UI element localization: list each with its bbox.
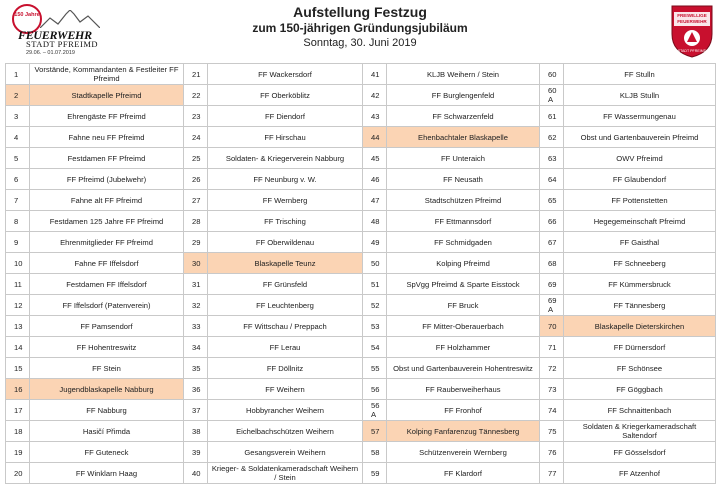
position-number: 59 [363, 463, 387, 484]
position-number: 35 [184, 358, 208, 379]
group-name: KLJB Weihern / Stein [387, 64, 540, 85]
position-number: 77 [540, 463, 564, 484]
table-row [6, 232, 716, 253]
group-name: FF Unteraich [387, 148, 540, 169]
group-name: FF Fronhof [387, 400, 540, 421]
group-name: FF Winklarn Haag [30, 463, 184, 484]
group-name: FF Stein [30, 358, 184, 379]
position-number: 60 A [540, 85, 564, 106]
event-date: Sonntag, 30. Juni 2019 [303, 37, 417, 49]
group-name: FF Ettmannsdorf [387, 211, 540, 232]
position-number: 64 [540, 169, 564, 190]
position-number: 33 [184, 316, 208, 337]
group-name: FF Wackersdorf [208, 64, 363, 85]
page-title: Aufstellung Festzug [293, 4, 427, 20]
table-row [6, 442, 716, 463]
position-number: 55 [363, 358, 387, 379]
group-name: Kolping Fanfarenzug Tännesberg [387, 421, 540, 442]
position-number: 68 [540, 253, 564, 274]
group-name: Eichelbachschützen Weihern [208, 421, 363, 442]
position-number: 74 [540, 400, 564, 421]
group-name: FF Döllnitz [208, 358, 363, 379]
group-name: FF Gaisthal [564, 232, 716, 253]
group-name: Krieger- & Soldatenkameradschaft Weihern / Stein [208, 463, 363, 484]
position-number: 71 [540, 337, 564, 358]
group-name: Ehrengäste FF Pfreimd [30, 106, 184, 127]
position-number: 31 [184, 274, 208, 295]
group-name: FF Pamsendorf [30, 316, 184, 337]
position-number: 60 [540, 64, 564, 85]
group-name: FF Lerau [208, 337, 363, 358]
position-number: 39 [184, 442, 208, 463]
group-name: FF Atzenhof [564, 463, 716, 484]
group-name: FF Holzhammer [387, 337, 540, 358]
group-name: SpVgg Pfreimd & Sparte Eisstock [387, 274, 540, 295]
position-number: 49 [363, 232, 387, 253]
table-row [6, 337, 716, 358]
position-number: 58 [363, 442, 387, 463]
position-number: 5 [6, 148, 30, 169]
group-name: FF Klardorf [387, 463, 540, 484]
group-name: FF Dürnersdorf [564, 337, 716, 358]
position-number: 9 [6, 232, 30, 253]
position-number: 20 [6, 463, 30, 484]
position-number: 29 [184, 232, 208, 253]
position-number: 3 [6, 106, 30, 127]
festival-logo [10, 4, 100, 56]
group-name: FF Rauberweiherhaus [387, 379, 540, 400]
group-name: FF Wernberg [208, 190, 363, 211]
fire-brigade-crest-icon [670, 4, 714, 58]
group-name: FF Leuchtenberg [208, 295, 363, 316]
position-number: 46 [363, 169, 387, 190]
position-number: 47 [363, 190, 387, 211]
position-number: 12 [6, 295, 30, 316]
position-number: 30 [184, 253, 208, 274]
table-row [6, 148, 716, 169]
position-number: 48 [363, 211, 387, 232]
group-name: KLJB Stulln [564, 85, 716, 106]
position-number: 52 [363, 295, 387, 316]
position-number: 62 [540, 127, 564, 148]
group-name: Stadtschützen Pfreimd [387, 190, 540, 211]
position-number: 37 [184, 400, 208, 421]
group-name: Ehrenmitglieder FF Pfreimd [30, 232, 184, 253]
position-number: 43 [363, 106, 387, 127]
town-silhouette-icon [40, 10, 100, 28]
crest-line-1: FREIWILLIGE [677, 13, 707, 18]
position-number: 63 [540, 148, 564, 169]
position-number: 76 [540, 442, 564, 463]
position-number: 32 [184, 295, 208, 316]
group-name: Hegegemeinschaft Pfreimd [564, 211, 716, 232]
position-number: 13 [6, 316, 30, 337]
group-name: FF Iffelsdorf (Patenverein) [30, 295, 184, 316]
position-number: 15 [6, 358, 30, 379]
position-number: 38 [184, 421, 208, 442]
group-name: FF Schneeberg [564, 253, 716, 274]
position-number: 56 [363, 379, 387, 400]
group-name: FF Schmidgaden [387, 232, 540, 253]
group-name: Soldaten- & Kriegerverein Nabburg [208, 148, 363, 169]
group-name: Fahne FF Iffelsdorf [30, 253, 184, 274]
position-number: 73 [540, 379, 564, 400]
position-number: 24 [184, 127, 208, 148]
position-number: 67 [540, 232, 564, 253]
position-number: 11 [6, 274, 30, 295]
group-name: Jugendblaskapelle Nabburg [30, 379, 184, 400]
logo-subtitle: STADT PFREIMD [26, 39, 99, 49]
table-row [6, 211, 716, 232]
position-number: 16 [6, 379, 30, 400]
position-number: 6 [6, 169, 30, 190]
group-name: FF Wassermungenau [564, 106, 716, 127]
group-name: Schützenverein Wernberg [387, 442, 540, 463]
group-name: Kolping Pfreimd [387, 253, 540, 274]
group-name: Festdamen FF Iffelsdorf [30, 274, 184, 295]
group-name: FF Pfreimd (Jubelwehr) [30, 169, 184, 190]
position-number: 75 [540, 421, 564, 442]
position-number: 7 [6, 190, 30, 211]
position-number: 18 [6, 421, 30, 442]
logo-title: FEUERWEHR [18, 28, 92, 42]
page-header [0, 0, 720, 62]
group-name: FF Göggbach [564, 379, 716, 400]
parade-lineup-table [5, 63, 716, 484]
table-row [6, 64, 716, 85]
group-name: Obst und Gartenbauverein Hohentreswitz [387, 358, 540, 379]
group-name: FF Trisching [208, 211, 363, 232]
group-name: FF Grünsfeld [208, 274, 363, 295]
position-number: 21 [184, 64, 208, 85]
position-number: 65 [540, 190, 564, 211]
page-subtitle: zum 150-jährigen Gründungsjubiläum [252, 21, 468, 35]
table-row [6, 253, 716, 274]
table-row [6, 295, 716, 316]
group-name: FF Nabburg [30, 400, 184, 421]
position-number: 25 [184, 148, 208, 169]
position-number: 61 [540, 106, 564, 127]
position-number: 40 [184, 463, 208, 484]
title-block [180, 4, 540, 50]
group-name: Ehenbachtaler Blaskapelle [387, 127, 540, 148]
position-number: 23 [184, 106, 208, 127]
crest-line-2: FEUERWEHR [677, 19, 707, 24]
group-name: FF Neusath [387, 169, 540, 190]
position-number: 66 [540, 211, 564, 232]
group-name: Fahne neu FF Pfreimd [30, 127, 184, 148]
position-number: 19 [6, 442, 30, 463]
group-name: FF Oberköblitz [208, 85, 363, 106]
position-number: 28 [184, 211, 208, 232]
group-name: FF Burglengenfeld [387, 85, 540, 106]
group-name: FF Hohentreswitz [30, 337, 184, 358]
position-number: 42 [363, 85, 387, 106]
table-row [6, 190, 716, 211]
group-name: FF Kümmersbruck [564, 274, 716, 295]
group-name: FF Guteneck [30, 442, 184, 463]
group-name: FF Glaubendorf [564, 169, 716, 190]
position-number: 26 [184, 169, 208, 190]
table-row [6, 358, 716, 379]
position-number: 14 [6, 337, 30, 358]
position-number: 51 [363, 274, 387, 295]
group-name: Vorstände, Kommandanten & Festleiter FF Pfreimd [30, 64, 184, 85]
group-name: FF Weihern [208, 379, 363, 400]
group-name: OWV Pfreimd [564, 148, 716, 169]
position-number: 45 [363, 148, 387, 169]
table-row [6, 127, 716, 148]
group-name: FF Schönsee [564, 358, 716, 379]
position-number: 72 [540, 358, 564, 379]
position-number: 69 [540, 274, 564, 295]
position-number: 2 [6, 85, 30, 106]
position-number: 44 [363, 127, 387, 148]
group-name: Gesangsverein Weihern [208, 442, 363, 463]
table-row [6, 379, 716, 400]
group-name: Hasičí Přimda [30, 421, 184, 442]
table-row [6, 106, 716, 127]
crest-line-3: STADT PFREIMD [677, 49, 707, 53]
group-name: FF Stulln [564, 64, 716, 85]
group-name: FF Pottenstetten [564, 190, 716, 211]
anniversary-badge: 150 Jahre [12, 4, 42, 34]
group-name: FF Diendorf [208, 106, 363, 127]
position-number: 56 A [363, 400, 387, 421]
table-row [6, 463, 716, 484]
table-row [6, 316, 716, 337]
group-name: FF Bruck [387, 295, 540, 316]
position-number: 22 [184, 85, 208, 106]
group-name: Festdamen 125 Jahre FF Pfreimd [30, 211, 184, 232]
position-number: 4 [6, 127, 30, 148]
position-number: 41 [363, 64, 387, 85]
group-name: Hobbyrancher Weihern [208, 400, 363, 421]
table-row [6, 274, 716, 295]
table-row [6, 85, 716, 106]
group-name: FF Tännesberg [564, 295, 716, 316]
position-number: 54 [363, 337, 387, 358]
group-name: Blaskapelle Teunz [208, 253, 363, 274]
group-name: Obst und Gartenbauverein Pfreimd [564, 127, 716, 148]
position-number: 57 [363, 421, 387, 442]
group-name: FF Oberwildenau [208, 232, 363, 253]
group-name: Blaskapelle Dieterskirchen [564, 316, 716, 337]
group-name: Stadtkapelle Pfreimd [30, 85, 184, 106]
group-name: Fahne alt FF Pfreimd [30, 190, 184, 211]
logo-dates: 29.06. – 01.07.2019 [26, 50, 75, 56]
position-number: 36 [184, 379, 208, 400]
group-name: FF Wittschau / Preppach [208, 316, 363, 337]
position-number: 8 [6, 211, 30, 232]
position-number: 53 [363, 316, 387, 337]
position-number: 17 [6, 400, 30, 421]
position-number: 1 [6, 64, 30, 85]
group-name: FF Schwarzenfeld [387, 106, 540, 127]
position-number: 69 A [540, 295, 564, 316]
position-number: 70 [540, 316, 564, 337]
group-name: FF Mitter-Oberauerbach [387, 316, 540, 337]
group-name: FF Schnaittenbach [564, 400, 716, 421]
table-row [6, 400, 716, 421]
table-row [6, 421, 716, 442]
position-number: 50 [363, 253, 387, 274]
group-name: FF Gösselsdorf [564, 442, 716, 463]
position-number: 34 [184, 337, 208, 358]
group-name: FF Hirschau [208, 127, 363, 148]
table-row [6, 169, 716, 190]
position-number: 10 [6, 253, 30, 274]
group-name: FF Neunburg v. W. [208, 169, 363, 190]
position-number: 27 [184, 190, 208, 211]
group-name: Festdamen FF Pfreimd [30, 148, 184, 169]
group-name: Soldaten & Kriegerkameradschaft Saltendorf [564, 421, 716, 442]
